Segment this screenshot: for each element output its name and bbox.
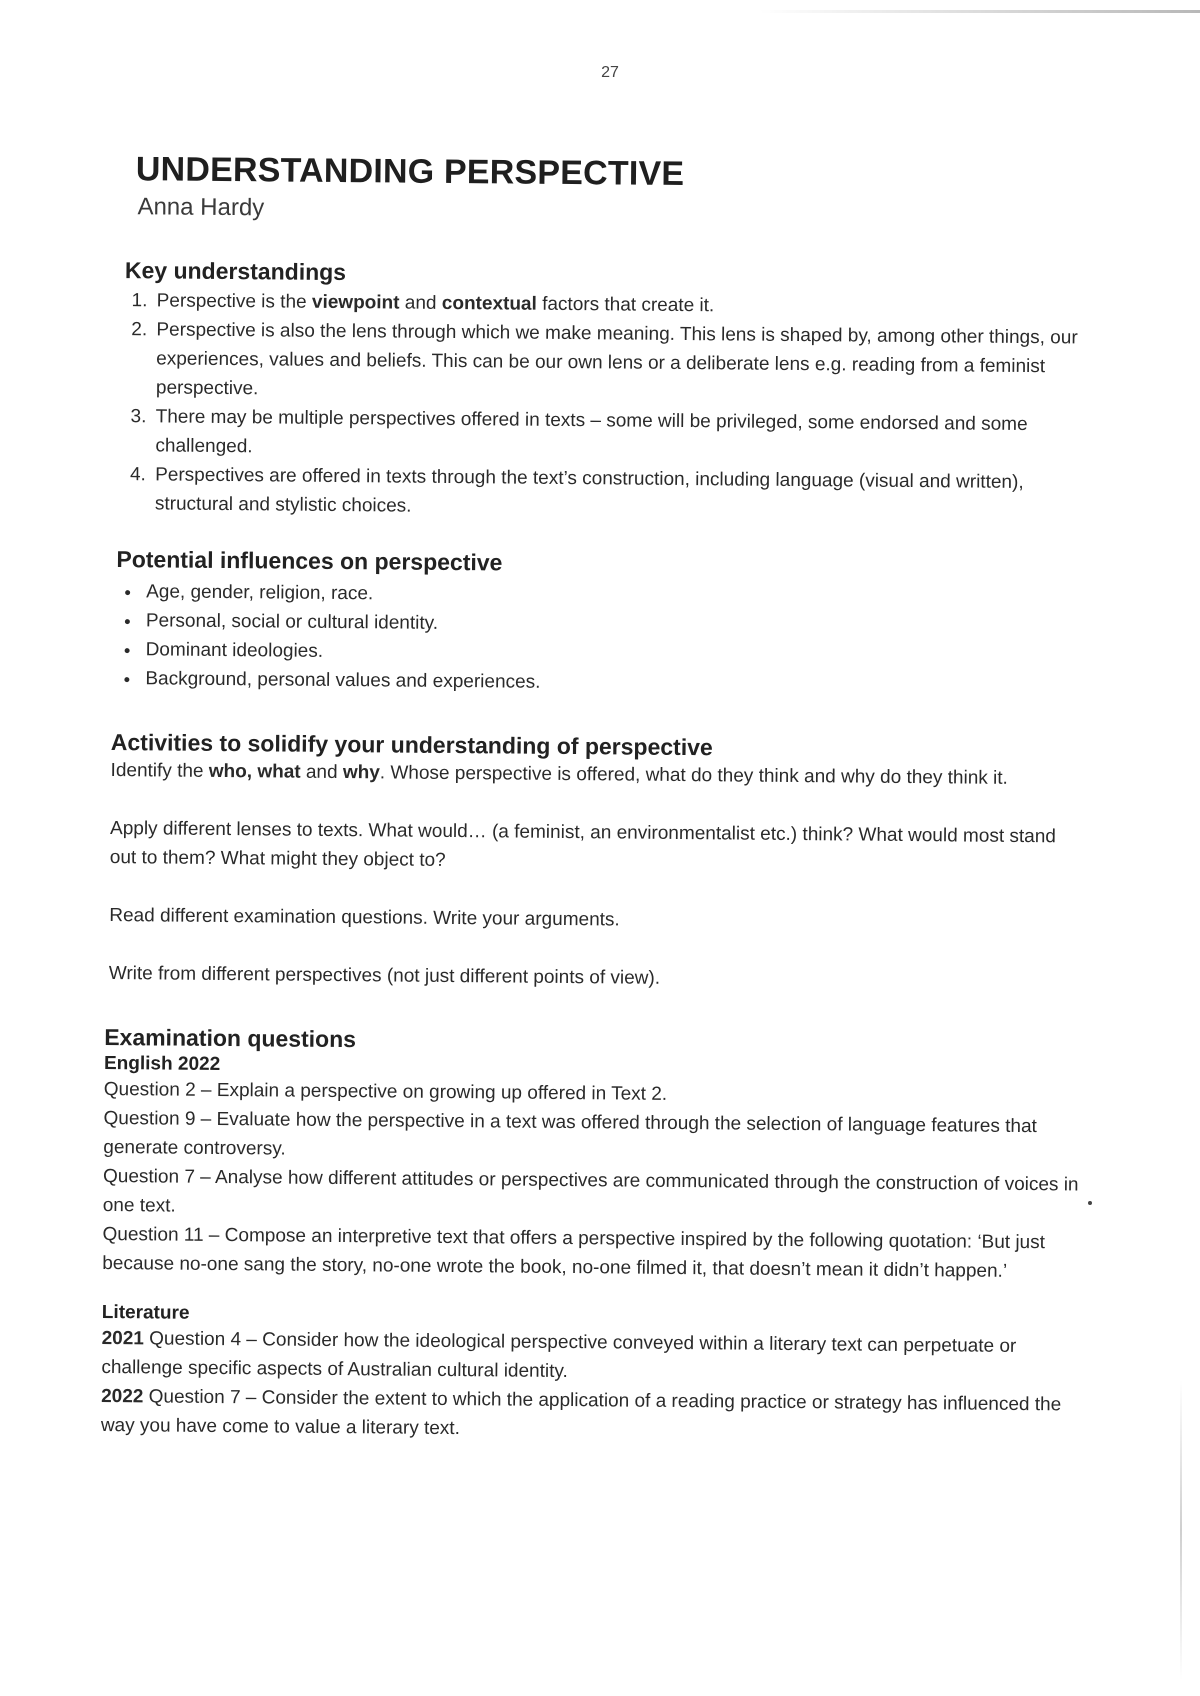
activity-paragraph: Write from different perspectives (not just different points of view). xyxy=(108,963,661,989)
english-subheading: English 2022 xyxy=(103,1052,221,1075)
influence-item: • Personal, social or cultural identity. xyxy=(142,606,1088,643)
literature-question xyxy=(101,1382,1081,1449)
key-understandings-list xyxy=(123,286,1091,526)
key-understandings-section xyxy=(123,257,1091,526)
activities-section xyxy=(109,729,1087,997)
scan-edge-right xyxy=(1180,1380,1182,1680)
exam-section xyxy=(101,1024,1085,1449)
literature-question xyxy=(101,1324,1081,1391)
activity-paragraph: Read different examination questions. Write your arguments. xyxy=(109,905,620,931)
item-text: and xyxy=(399,292,442,314)
influence-item: • Age, gender, religion, race. xyxy=(142,577,1088,614)
influences-section xyxy=(115,546,1088,701)
key-understanding-item: 2. Perspective is also the lens through which we make meaning. This lens is shaped by, among other things, our experiences, values and beliefs. This can be our own lens or a deliberate lens e.g. reading from a feminist perspective. xyxy=(152,315,1091,410)
bold-term: viewpoint xyxy=(311,291,400,314)
question-text: Question 4 – Consider how the ideological perspective conveyed within a literary text can perpetuate or challenge specific aspects of Australian cultural identity. xyxy=(101,1328,1017,1383)
influences-heading: Potential influences on perspective xyxy=(116,546,503,576)
influences-list xyxy=(115,577,1088,701)
activity-paragraph: Apply different lenses to texts. What would… (a feminist, an environmentalist etc.) think? What would most stand out to them? What might they object to? xyxy=(109,818,1057,871)
key-understanding-item: 4. Perspectives are offered in texts through the text’s construction, including language (visual and written), structural and stylistic choices. xyxy=(151,460,1089,526)
bold-term: why xyxy=(342,762,380,784)
key-understanding-item: 3. There may be multiple perspectives offered in texts – some will be privileged, some endorsed and some challenged. xyxy=(151,402,1089,468)
key-understandings-heading: Key understandings xyxy=(124,257,347,286)
page-title: UNDERSTANDING PERSPECTIVE xyxy=(135,150,685,193)
page-number: 27 xyxy=(601,64,619,81)
bold-term: contextual xyxy=(441,292,537,315)
item-text: factors that create it. xyxy=(536,293,715,317)
english-question: Question 2 – Explain a perspective on growing up offered in Text 2. xyxy=(103,1078,668,1105)
paragraph-text: Identify the xyxy=(110,760,209,782)
scan-speck xyxy=(1088,1201,1092,1205)
literature-subheading: Literature xyxy=(101,1301,190,1324)
english-question: Question 7 – Analyse how different attitudes or perspectives are communicated through the construction of voices in one text. xyxy=(102,1165,1079,1217)
english-question: Question 11 – Compose an interpretive text that offers a perspective inspired by the following quotation: ‘But just because no-one sang the story, no-one wrote the book, no-one filmed it, that doesn’t mean it didn’t happen.’ xyxy=(102,1223,1046,1282)
bold-term: who, what xyxy=(208,760,301,783)
author-name: Anna Hardy xyxy=(137,193,265,222)
exam-heading: Examination questions xyxy=(104,1023,357,1053)
item-text: Perspective is the xyxy=(156,290,313,313)
paragraph-text: . Whose perspective is offered, what do they think and why do they think it. xyxy=(379,762,1008,789)
scan-edge-top xyxy=(760,10,1200,13)
paragraph-text: and xyxy=(300,761,343,784)
question-year: 2021 xyxy=(101,1327,144,1350)
influence-item: • Background, personal values and experiences. xyxy=(141,664,1087,701)
english-question: Question 9 – Evaluate how the perspective in a text was offered through the selection of language features that generate controversy. xyxy=(103,1107,1037,1160)
activities-heading: Activities to solidify your understanding of perspective xyxy=(110,729,713,761)
question-text: Question 7 – Consider the extent to which the application of a reading practice or strategy has influenced the way you have come to value a literary text. xyxy=(100,1386,1062,1440)
question-year: 2022 xyxy=(101,1385,144,1408)
page-content xyxy=(101,150,1092,1449)
influence-item: • Dominant ideologies. xyxy=(142,635,1088,672)
